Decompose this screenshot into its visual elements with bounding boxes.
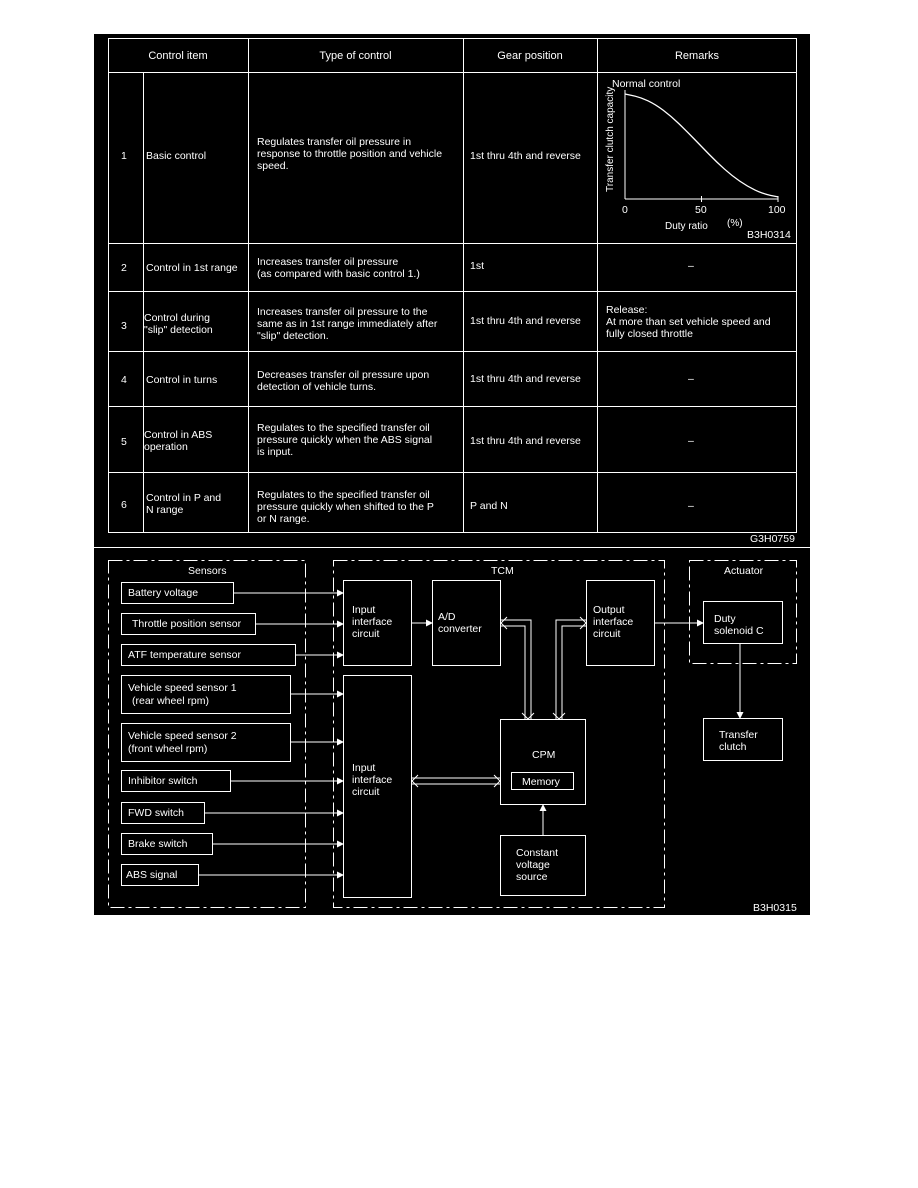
row-5-number: 5 — [121, 436, 127, 448]
row-2-number: 2 — [121, 262, 127, 274]
row-3-item: Control during "slip" detection — [144, 312, 213, 336]
transfer-clutch-label: Transfer clutch — [719, 729, 758, 753]
row-1-number: 1 — [121, 150, 127, 162]
chart-code: B3H0314 — [747, 229, 791, 241]
ad-converter-label: A/D converter — [438, 611, 482, 635]
row-2-gear: 1st — [470, 260, 485, 272]
header-type-of-control: Type of control — [319, 50, 392, 62]
block-diagram-panel — [94, 548, 810, 915]
sensor-label-fwd-switch: FWD switch — [128, 807, 184, 819]
row-5-type: Regulates to the specified transfer oil pressure quickly when the ABS signal is input. — [257, 422, 433, 458]
control-table-panel — [94, 34, 810, 547]
row-3-type: Increases transfer oil pressure to the same as in 1st range immediately after "slip" detection. — [257, 306, 438, 342]
actuator-group-label: Actuator — [724, 565, 764, 577]
row-4-gear: 1st thru 4th and reverse — [470, 373, 581, 385]
row-1-gear: 1st thru 4th and reverse — [470, 150, 581, 162]
chart-x-tick-50: 50 — [695, 204, 707, 216]
memory-label: Memory — [522, 776, 560, 788]
row-4-number: 4 — [121, 374, 127, 386]
row-1-type: Regulates transfer oil pressure in response to throttle position and vehicle speed. — [257, 136, 443, 172]
row-4-type: Decreases transfer oil pressure upon detection of vehicle turns. — [257, 369, 430, 393]
input-interface-label-1: Input interface circuit — [352, 604, 393, 640]
row-2-item: Control in 1st range — [146, 262, 238, 274]
row-5-item: Control in ABS operation — [144, 429, 213, 453]
chart-series-line — [625, 94, 778, 197]
block-diagram — [94, 548, 810, 915]
chart-x-unit: (%) — [727, 218, 743, 229]
row-5-remarks: – — [688, 435, 694, 447]
sensors-group-label: Sensors — [188, 565, 227, 577]
table-code: G3H0759 — [750, 533, 795, 545]
chart-y-label: Transfer clutch capacity — [605, 86, 616, 192]
sensor-label-brake-switch: Brake switch — [128, 838, 188, 850]
row-6-item: Control in P and N range — [146, 492, 222, 516]
sensor-label-atf-temperature: ATF temperature sensor — [128, 649, 242, 661]
row-6-type: Regulates to the specified transfer oil pressure quickly when shifted to the P or N range. — [257, 489, 434, 525]
header-gear-position: Gear position — [497, 50, 563, 62]
row-1-item: Basic control — [146, 150, 207, 162]
output-interface-label: Output interface circuit — [593, 604, 634, 640]
duty-solenoid-label: Duty solenoid C — [714, 613, 764, 637]
header-remarks: Remarks — [674, 50, 719, 62]
chart-x-tick-100: 100 — [768, 204, 786, 216]
row-3-gear: 1st thru 4th and reverse — [470, 315, 581, 327]
chart-title: Normal control — [612, 78, 681, 90]
sensor-label-inhibitor-switch: Inhibitor switch — [128, 775, 198, 787]
chart-x-tick-0: 0 — [622, 204, 628, 216]
sensor-label-vehicle-speed-2: Vehicle speed sensor 2 (front wheel rpm) — [128, 730, 237, 755]
normal-control-chart — [597, 72, 797, 243]
cpm-label: CPM — [532, 749, 556, 761]
chart-x-label: Duty ratio — [665, 221, 708, 232]
row-6-gear: P and N — [470, 500, 508, 512]
diagram-code: B3H0315 — [753, 902, 797, 914]
row-2-remarks: – — [688, 260, 694, 272]
row-6-remarks: – — [688, 500, 694, 512]
sensor-label-abs-signal: ABS signal — [126, 869, 178, 881]
input-interface-label-2: Input interface circuit — [352, 762, 393, 798]
voltage-source-label: Constant voltage source — [516, 847, 559, 883]
row-6-number: 6 — [121, 499, 127, 511]
row-4-item: Control in turns — [146, 374, 218, 386]
row-2-type: Increases transfer oil pressure (as compared with basic control 1.) — [257, 256, 420, 280]
sensor-label-battery-voltage: Battery voltage — [128, 587, 199, 599]
row-5-gear: 1st thru 4th and reverse — [470, 435, 581, 447]
header-control-item: Control item — [148, 50, 208, 62]
cpm-box — [501, 720, 586, 805]
row-3-number: 3 — [121, 320, 127, 332]
tcm-group-label: TCM — [491, 565, 514, 577]
row-4-remarks: – — [688, 373, 694, 385]
sensor-label-vehicle-speed-1: Vehicle speed sensor 1 (rear wheel rpm) — [128, 682, 237, 707]
sensor-label-throttle-position: Throttle position sensor — [132, 618, 242, 630]
row-3-remarks: Release: At more than set vehicle speed and fully closed throttle — [606, 304, 771, 340]
